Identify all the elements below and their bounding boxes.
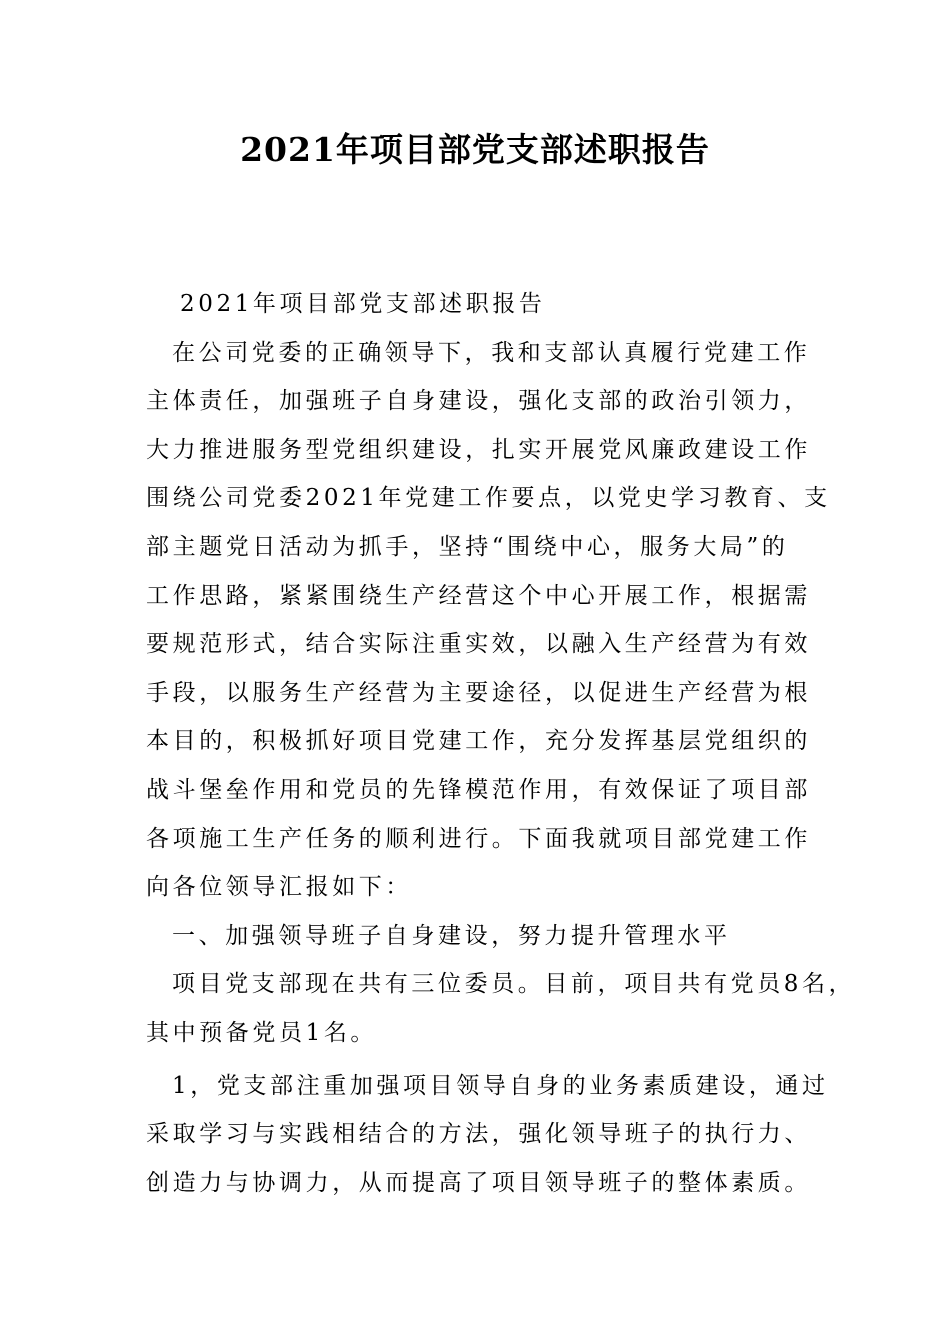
- paragraph-line: 大力推进服务型党组织建设，扎实开展党风廉政建设工作: [146, 436, 811, 463]
- body-heading: 2021年项目部党支部述职报告: [180, 291, 546, 317]
- paragraph-line: 创造力与协调力，从而提高了项目领导班子的整体素质。: [146, 1169, 811, 1196]
- paragraph-line: 在公司党委的正确领导下，我和支部认真履行党建工作: [172, 339, 811, 366]
- document-body: [146, 280, 856, 1207]
- paragraph-line: 采取学习与实践相结合的方法，强化领导班子的执行力、: [146, 1121, 811, 1148]
- paragraph-line: 战斗堡垒作用和党员的先锋模范作用，有效保证了项目部: [146, 776, 811, 803]
- paragraph-line: 部主题党日活动为抓手，坚持“围绕中心，服务大局”的: [146, 533, 789, 560]
- section-heading: 一、加强领导班子自身建设，努力提升管理水平: [172, 922, 731, 949]
- paragraph-line: 工作思路，紧紧围绕生产经营这个中心开展工作，根据需: [146, 582, 811, 609]
- paragraph-line: 1，党支部注重加强项目领导自身的业务素质建设，通过: [172, 1072, 829, 1099]
- paragraph-line: 项目党支部现在共有三位委员。目前，项目共有党员8名，: [172, 971, 856, 998]
- paragraph-line: 各项施工生产任务的顺利进行。下面我就项目部党建工作: [146, 825, 811, 852]
- paragraph-line: 其中预备党员1名。: [146, 1019, 378, 1046]
- paragraph-line: 主体责任，加强班子自身建设，强化支部的政治引领力，: [146, 388, 811, 415]
- paragraph-line: 围绕公司党委2021年党建工作要点，以党史学习教育、支: [146, 485, 831, 512]
- paragraph-line: 要规范形式，结合实际注重实效，以融入生产经营为有效: [146, 631, 811, 658]
- paragraph-line: 本目的，积极抓好项目党建工作，充分发挥基层党组织的: [146, 728, 811, 755]
- paragraph-line: 手段，以服务生产经营为主要途径，以促进生产经营为根: [146, 679, 811, 706]
- document-title: 2021年项目部党支部述职报告: [240, 130, 710, 169]
- paragraph-line: 向各位领导汇报如下：: [146, 874, 412, 901]
